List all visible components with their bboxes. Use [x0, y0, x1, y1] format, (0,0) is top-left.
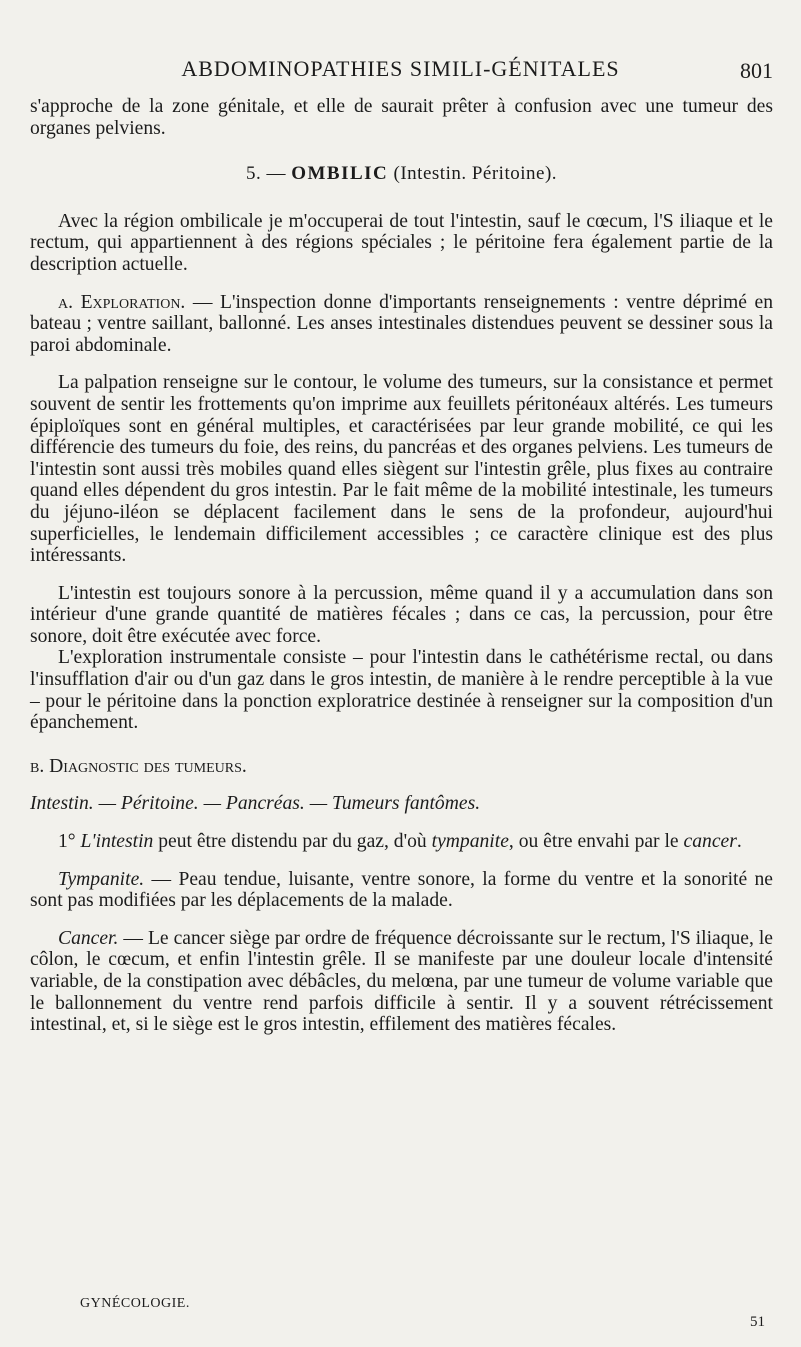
cancer-text: — Le cancer siège par ordre de fréquence décroissante sur le rectum, l'S iliaque, le côlon, le cœcum, et enfin l'intestin grêle. Il se manifeste par une douleur locale d'intensité variable, de la constipation avec débâcles, du melœna, par une tumeur de volume variable que le ballonnement du ventre rend parfois difficile à sentir. Il y a souvent rétrécissement intestinal, et, si le siège est le gros intestin, effilement des matières fécales.: [30, 927, 773, 1036]
term-cancer: cancer: [683, 831, 737, 853]
item-text-end: .: [736, 831, 742, 853]
paragraph-tympanite: [30, 869, 773, 912]
paragraph-instrumental: L'exploration instrumentale consiste – pour l'intestin dans le cathétérisme rectal, ou dans l'insufflation d'air ou d'un gaz dans le gros intestin, de manière à le rendre perceptible à la vue – pour le péritoine dans la ponction exploratrice destinée à renseigner sur la composition d'un épanchement.: [30, 647, 773, 734]
tympanite-label: Tympanite.: [58, 868, 145, 890]
page-body: [30, 96, 773, 1036]
diagnostic-subheading: Intestin. — Péritoine. — Pancréas. — Tumeurs fantômes.: [30, 793, 481, 815]
paragraph-exploration: [30, 292, 773, 357]
item-text-b: , ou être envahi par le: [508, 831, 684, 853]
footer-signature: GYNÉCOLOGIE.: [80, 1296, 190, 1311]
term-tympanite: tympanite: [431, 831, 509, 853]
page-number: 801: [740, 58, 773, 83]
term-intestin: L'intestin: [80, 831, 154, 853]
section-heading: [30, 163, 773, 185]
paragraph-percussion: L'intestin est toujours sonore à la percussion, même quand il y a accumulation dans son intérieur d'une grande quantité de matières fécales ; dans ce cas, la percussion, pour être sonore, doit être exécutée avec force.: [30, 582, 773, 647]
tympanite-text: — Peau tendue, luisante, ventre sonore, la forme du ventre et la sonorité ne sont pas modifiées par les déplacements de la malade.: [30, 868, 773, 912]
item-text-a: peut être distendu par du gaz, d'où: [153, 831, 432, 853]
item-number: 1°: [58, 831, 81, 853]
footer-sheet-number: 51: [750, 1314, 765, 1330]
paragraph-1: Avec la région ombilicale je m'occuperai de tout l'intestin, sauf le cœcum, l'S iliaque et le rectum, qui appartiennent à des régions spéciales ; le péritoine fera également partie de la description actuelle.: [30, 210, 773, 275]
section-subtitle: (Intestin. Péritoine).: [393, 163, 558, 185]
exploration-text: — L'inspection donne d'importants renseignements : ventre déprimé en bateau ; ventre saillant, ballonné. Les anses intestinales distendues peuvent se dessiner sous la paroi abdominale.: [30, 291, 773, 356]
intro-paragraph: s'approche de la zone génitale, et elle de saurait prêter à confusion avec une tumeur des organes pelviens.: [30, 96, 773, 139]
paragraph-palpation: La palpation renseigne sur le contour, le volume des tumeurs, sur la consistance et permet souvent de sentir les frottements qu'on imprime aux feuillets péritonéaux altérés. Les tumeurs épiploïques sont en général multiples, et caractérisées par leur grande mobilité, ce qui les différencie des tumeurs du foie, des reins, du pancréas et des organes pelviens. Les tumeurs de l'intestin sont aussi très mobiles quand elles siègent sur l'intestin grêle, plus fixes au contraire quand elles dépendent du gros intestin. Par le fait même de la mobilité intestinale, les tumeurs du jéjuno-iléon se déplacent facilement dans le sens de la profondeur, aujourd'hui superficielles, le lendemain difficilement accessibles ; ce caractère clinique est des plus intéressants.: [30, 372, 773, 567]
paragraph-cancer: [30, 928, 773, 1036]
exploration-label: a. Exploration.: [58, 291, 186, 313]
paragraph-item-1: [30, 831, 773, 853]
diagnostic-label: b. Diagnostic des tumeurs.: [30, 755, 247, 777]
running-header: ABDOMINOPATHIES SIMILI-GÉNITALES: [181, 56, 620, 81]
section-number: 5. —: [245, 163, 286, 185]
section-title: OMBILIC: [291, 163, 389, 185]
cancer-label: Cancer.: [58, 927, 119, 949]
diagnostic-heading: [30, 756, 773, 778]
